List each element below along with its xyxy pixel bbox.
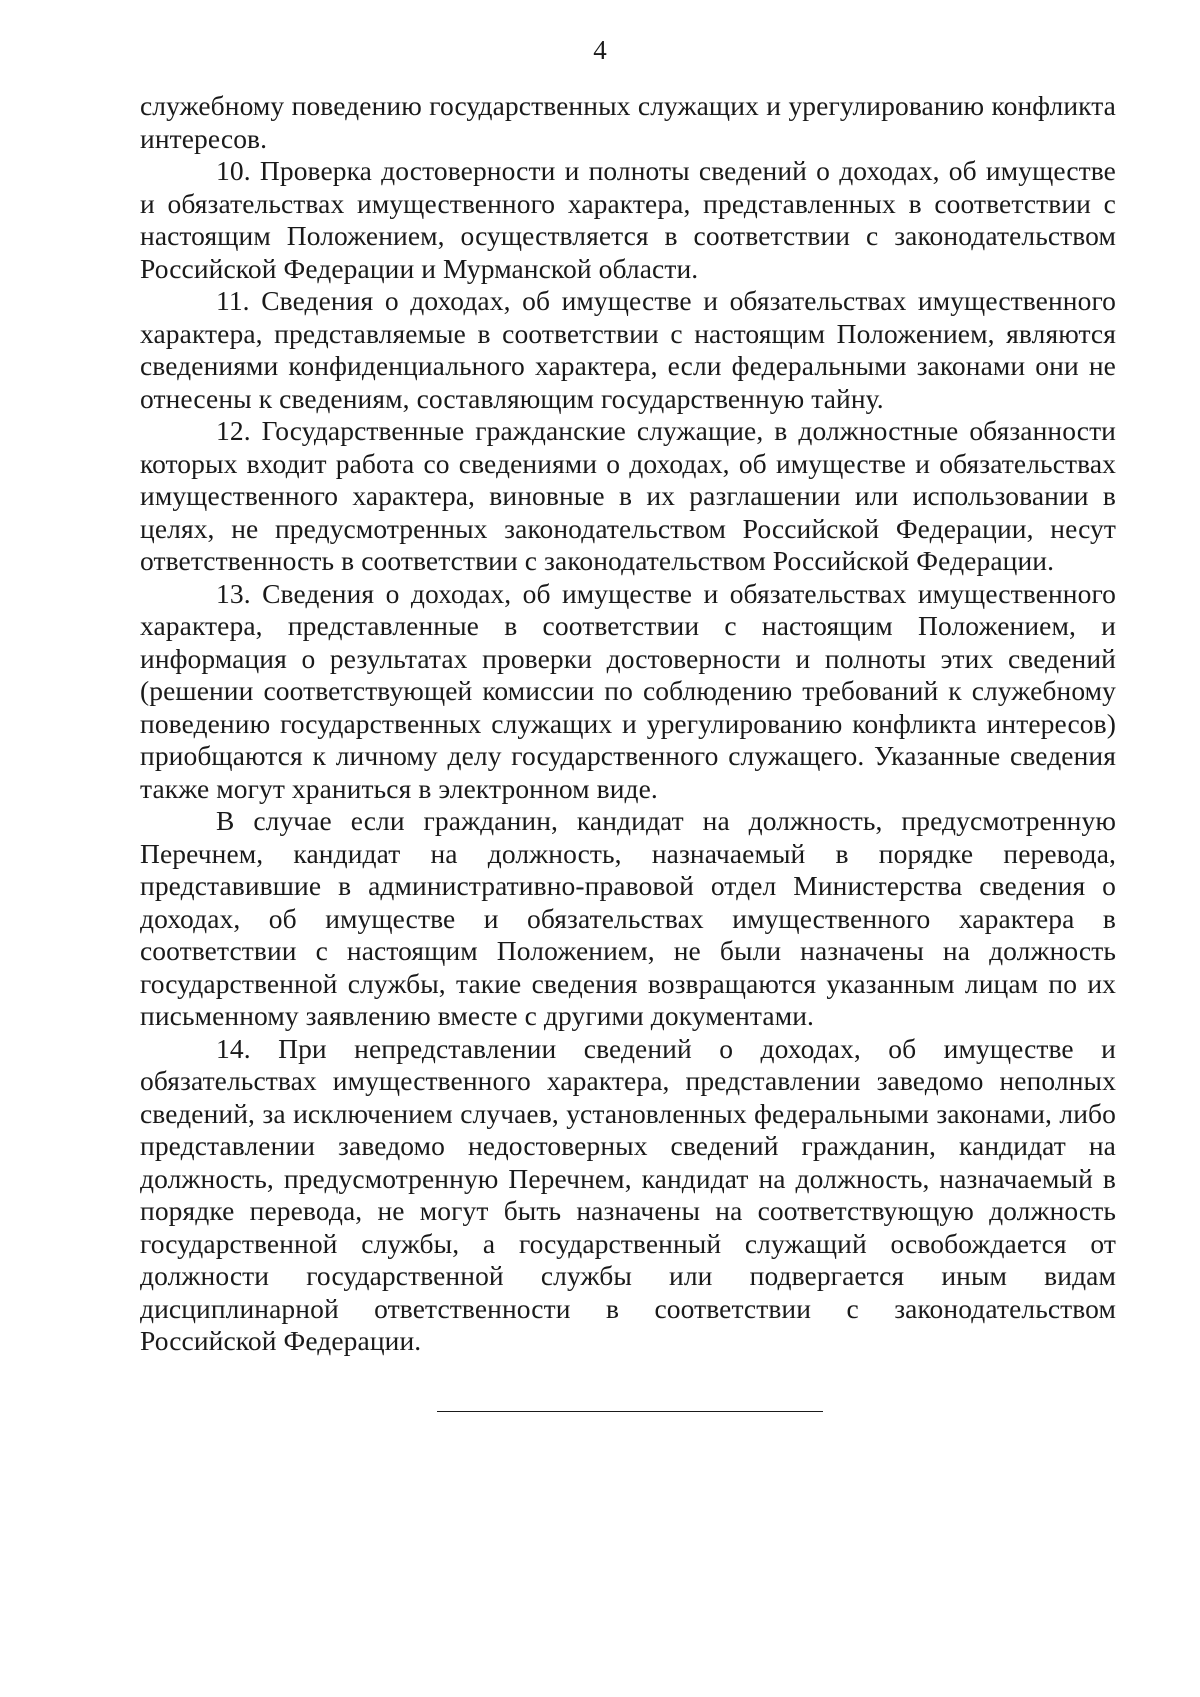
paragraph-item-13-return-clause: В случае если гражданин, кандидат на должность, предусмотренную Перечнем, кандидат на должность, назначаемый в порядке перевода, представившие в административно-правовой отдел Министерства сведения о доходах, об имуществе и обязательствах имущественного характера в соответствии с настоящим Положением, не были назначены на должность государственной службы, такие сведения возвращаются указанным лицам по их письменному заявлению вместе с другими документами. bbox=[140, 805, 1116, 1031]
paragraph-item-10: 10. Проверка достоверности и полноты сведений о доходах, об имуществе и обязательствах имущественного характера, представленных в соответствии с настоящим Положением, осуществляется в соответствии с законодательством Российской Федерации и Мурманской области. bbox=[140, 155, 1116, 284]
end-of-document-rule bbox=[437, 1411, 823, 1412]
paragraph-item-14: 14. При непредставлении сведений о доходах, об имуществе и обязательствах имущественного характера, представлении заведомо неполных сведений, за исключением случаев, установленных федеральными законами, либо представлении заведомо недостоверных сведений гражданин, кандидат на должность, предусмотренную Перечнем, кандидат на должность, назначаемый в порядке перевода, не могут быть назначены на соответствующую должность государственной службы, а государственный служащий освобождается от должности государственной службы или подвергается иным видам дисциплинарной ответственности в соответствии с законодательством Российской Федерации. bbox=[140, 1032, 1116, 1356]
page-number: 4 bbox=[593, 35, 607, 65]
paragraph-item-11: 11. Сведения о доходах, об имуществе и обязательствах имущественного характера, представляемые в соответствии с настоящим Положением, являются сведениями конфиденциального характера, если федеральными законами они не отнесены к сведениям, составляющим государственную тайну. bbox=[140, 285, 1116, 414]
paragraph-continuation: служебному поведению государственных служащих и урегулированию конфликта интересов. bbox=[140, 90, 1116, 154]
document-body bbox=[140, 90, 1116, 1358]
paragraph-item-13: 13. Сведения о доходах, об имуществе и обязательствах имущественного характера, представленные в соответствии с настоящим Положением, и информация о результатах проверки достоверности и полноты этих сведений (решении соответствующей комиссии по соблюдению требований к служебному поведению государственных служащих и урегулированию конфликта интересов) приобщаются к личному делу государственного служащего. Указанные сведения также могут храниться в электронном виде. bbox=[140, 577, 1116, 804]
paragraph-item-12: 12. Государственные гражданские служащие, в должностные обязанности которых входит работа со сведениями о доходах, об имуществе и обязательствах имущественного характера, виновные в их разглашении или использовании в целях, не предусмотренных законодательством Российской Федерации, несут ответственность в соответствии с законодательством Российской Федерации. bbox=[140, 415, 1116, 576]
